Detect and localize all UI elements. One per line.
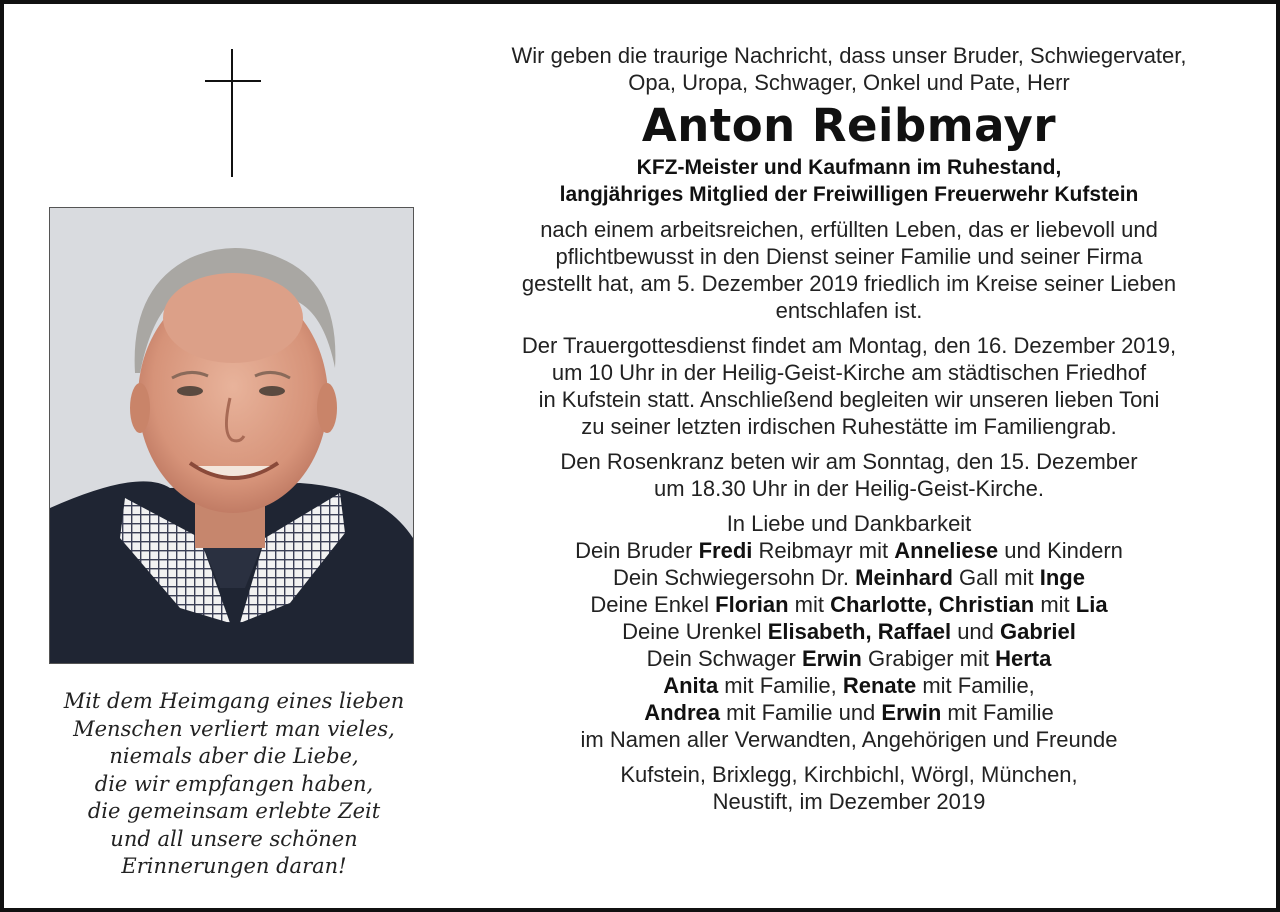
intro-line: Opa, Uropa, Schwager, Onkel und Pate, Herr [628,70,1070,95]
mourner-text: Dein Bruder [575,538,699,563]
quote-line: Menschen verliert man vieles, [73,716,395,741]
mourner-text: mit Familie, [718,673,843,698]
mourner-line [444,564,1254,591]
places-line: Kufstein, Brixlegg, Kirchbichl, Wörgl, München, [620,762,1078,787]
mourner-line [444,645,1254,672]
mourner-line [444,672,1254,699]
mourner-name: Meinhard [855,565,953,590]
mourner-text: mit Familie [941,700,1054,725]
mourner-name: Anita [663,673,719,698]
quote-line: niemals aber die Liebe, [109,744,359,768]
mourner-name: Florian [715,592,789,617]
cross-icon [205,49,261,179]
quote-line: und all unsere schönen [110,826,358,851]
memorial-quote [34,688,434,881]
rosary-line: Den Rosenkranz beten wir am Sonntag, den 15. Dezember [560,449,1138,474]
mourner-text: mit Familie, [916,673,1035,698]
mourner-name: Elisabeth, Raffael [767,619,952,644]
mourner-line [444,537,1254,564]
death-line: gestellt hat, am 5. Dezember 2019 friedlich im Kreise seiner Lieben [521,271,1177,296]
obituary-text [444,42,1254,815]
mourner-text: mit [788,592,831,617]
mourner-name: Renate [842,673,917,698]
intro-line: Wir geben die traurige Nachricht, dass unser Bruder, Schwiegervater, [511,43,1187,68]
mourner-text: und [951,619,1001,644]
service-line: Der Trauergottesdienst findet am Montag, den 16. Dezember 2019, [521,333,1177,358]
mourner-line [444,699,1254,726]
mourner-text: Grabiger mit [861,646,996,671]
quote-line: Mit dem Heimgang eines lieben [63,689,405,713]
mourner-name: Gabriel [1000,619,1076,644]
mourner-text: Deine Enkel [590,592,716,617]
mourner-name: Anneliese [894,538,999,563]
quote-line: Erinnerungen daran! [121,854,347,878]
service-line: um 10 Uhr in der Heilig-Geist-Kirche am städtischen Friedhof [551,360,1147,385]
mourner-name: Fredi [698,538,753,563]
mourner-text: Gall mit [952,565,1040,590]
mourner-text: und Kindern [998,538,1123,563]
mourner-text: Reibmayr mit [752,538,895,563]
mourner-text: mit [1034,592,1076,617]
rosary-line: um 18.30 Uhr in der Heilig-Geist-Kirche. [653,476,1045,501]
mourner-text: Deine Urenkel [622,619,768,644]
title-line: langjähriges Mitglied der Freiwilligen Freuerwehr Kufstein [559,183,1139,206]
service-line: zu seiner letzten irdischen Ruhestätte im Familiengrab. [581,414,1117,439]
quote-line: die wir empfangen haben, [94,771,374,796]
death-line: entschlafen ist. [775,298,923,323]
mourner-name: Lia [1075,592,1108,617]
portrait-photo [49,207,414,664]
mourner-name: Inge [1039,565,1085,590]
title-line: KFZ-Meister und Kaufmann im Ruhestand, [636,156,1062,179]
mourner-name: Erwin [881,700,942,725]
mourner-name: Erwin [801,646,862,671]
mourner-name: Herta [995,646,1052,671]
death-line: pflichtbewusst in den Dienst seiner Familie und seiner Firma [555,244,1143,269]
mourner-text: Dein Schwiegersohn Dr. [613,565,856,590]
deceased-name: Anton Reibmayr [641,99,1057,152]
places-line: Neustift, im Dezember 2019 [712,789,986,814]
mourner-line [444,591,1254,618]
death-line: nach einem arbeitsreichen, erfüllten Leben, das er liebevoll und [540,217,1158,242]
mourner-text: mit Familie und [720,700,882,725]
mourners-list [444,537,1254,726]
service-line: in Kufstein statt. Anschließend begleiten wir unseren lieben Toni [538,387,1160,412]
mourner-line [444,618,1254,645]
mourners-intro: In Liebe und Dankbarkeit [726,511,972,536]
quote-line: die gemeinsam erlebte Zeit [87,799,381,823]
mourner-name: Andrea [644,700,721,725]
mourner-text: Dein Schwager [646,646,802,671]
mourners-closing: im Namen aller Verwandten, Angehörigen und Freunde [580,727,1118,752]
mourner-name: Charlotte, Christian [830,592,1035,617]
